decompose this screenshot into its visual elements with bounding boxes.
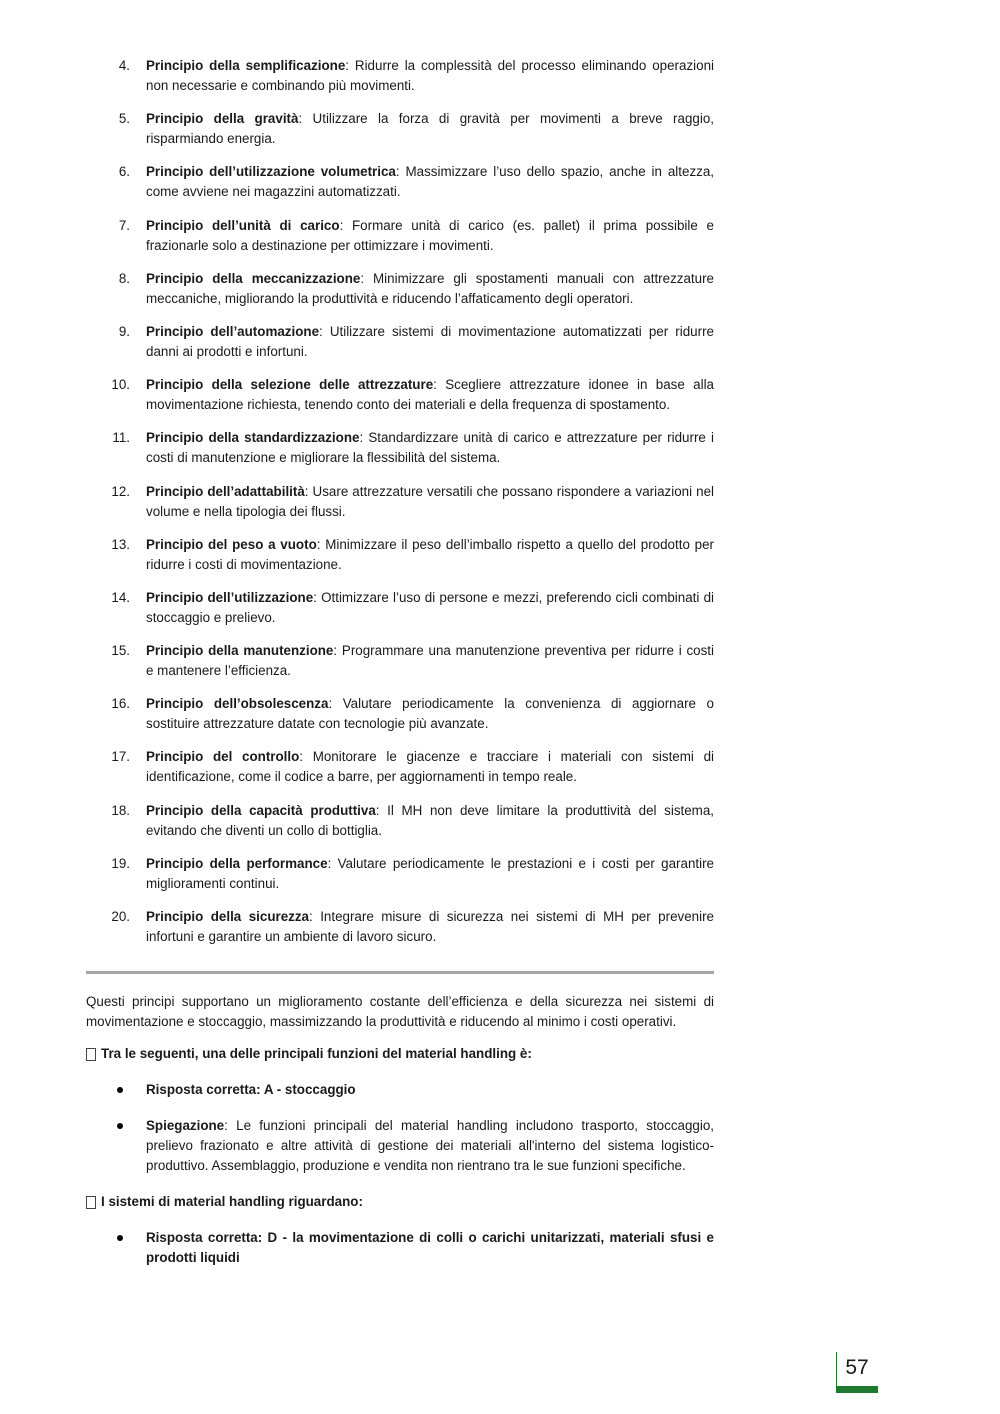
missing-glyph-icon (86, 1048, 96, 1061)
list-item (86, 1228, 714, 1268)
item-title: Principio dell’adattabilità (146, 483, 305, 499)
item-number: 11. (112, 430, 130, 446)
item-title: Principio dell’unità di carico (146, 217, 340, 233)
item-title: Principio dell’obsolescenza (146, 696, 329, 712)
list-item (86, 428, 714, 468)
item-text: : Utilizzare sistemi di movimentazione automatizzati per ridurre danni ai prodotti e infortuni. (146, 323, 714, 359)
answer-label: Spiegazione (146, 1118, 225, 1133)
item-number: 8. (118, 270, 130, 286)
item-number: 13. (111, 536, 130, 552)
section-divider (86, 971, 714, 974)
item-text: : Scegliere attrezzature idonee in base alla movimentazione richiesta, tenendo conto dei materiali e della frequenza di spostamento. (146, 377, 714, 413)
item-text: : Minimizzare gli spostamenti manuali con attrezzature meccaniche, migliorando la produttività e riducendo l’affaticamento degli operatori. (146, 270, 714, 306)
list-item (86, 694, 714, 734)
answer-list (86, 1228, 714, 1268)
answer-label: Risposta corretta: D - la movimentazione di colli o carichi unitarizzati, materiali sfusi e prodotti liquidi (146, 1230, 714, 1265)
list-item (86, 641, 714, 681)
item-text: : Valutare periodicamente le prestazioni e i costi per garantire miglioramenti continui. (146, 855, 714, 891)
list-item (86, 162, 714, 202)
item-title: Principio della semplificazione (146, 58, 346, 73)
item-title: Principio della selezione delle attrezzature (146, 377, 434, 393)
item-text: : Standardizzare unità di carico e attrezzature per ridurre i costi di manutenzione e migliorare la flessibilità del sistema. (146, 430, 715, 466)
item-title: Principio della meccanizzazione (146, 270, 361, 286)
list-item (86, 216, 714, 256)
summary-paragraph: Questi principi supportano un miglioramento costante dell’efficienza e della sicurezza nei sistemi di movimentazione e stoccaggio, massimizzando la produttività e riducendo al minimo i costi operativi. (86, 994, 714, 1029)
item-number: 5. (118, 111, 130, 127)
item-title: Principio della capacità produttiva (146, 802, 376, 818)
list-item (86, 907, 714, 947)
item-text: : Integrare misure di sicurezza nei sistemi di MH per prevenire infortuni e garantire un ambiente di lavoro sicuro. (146, 909, 714, 944)
list-item (86, 109, 714, 149)
list-item (86, 535, 714, 575)
list-item (86, 482, 714, 522)
item-number: 14. (111, 589, 130, 605)
item-text: : Minimizzare il peso dell’imballo rispetto a quello del prodotto per ridurre i costi di movimentazione. (146, 536, 714, 572)
item-number: 7. (118, 217, 130, 233)
list-item (86, 322, 714, 362)
answer-list (86, 1080, 714, 1176)
item-title: Principio dell’utilizzazione volumetrica (146, 164, 396, 180)
item-number: 15. (111, 643, 130, 659)
principles-list (86, 56, 714, 947)
item-title: Principio della manutenzione (146, 643, 334, 659)
list-item (86, 1116, 714, 1176)
list-item (86, 269, 714, 309)
item-text: : Massimizzare l’uso dello spazio, anche in altezza, come avviene nei magazzini automatizzati. (146, 164, 714, 200)
bullet-icon (86, 1228, 146, 1268)
page-number: 57 (845, 1356, 869, 1379)
item-title: Principio del controllo (146, 749, 300, 765)
list-item (86, 1080, 714, 1100)
missing-glyph-icon (86, 1196, 96, 1209)
item-text: : Ridurre la complessità del processo eliminando operazioni non necessarie e combinando più movimenti. (146, 58, 714, 93)
item-number: 4. (118, 58, 130, 73)
list-item (86, 375, 714, 415)
item-number: 6. (118, 164, 130, 180)
bullet-icon (86, 1116, 146, 1176)
item-number: 12. (111, 483, 130, 499)
item-text: : Programmare una manutenzione preventiva per ridurre i costi e mantenere l’efficienza. (146, 643, 715, 679)
item-text: : Ottimizzare l’uso di persone e mezzi, preferendo cicli combinati di stoccaggio e prelievo. (146, 589, 714, 625)
item-title: Principio dell’utilizzazione (146, 589, 314, 605)
list-item (86, 747, 714, 787)
item-title: Principio del peso a vuoto (146, 536, 317, 552)
item-title: Principio dell’automazione (146, 323, 320, 339)
answer-text: : Le funzioni principali del material handling includono trasporto, stoccaggio, prelievo frazionato e altre attività di gestione dei materiali all'interno del sistema logistico-produttivo. Assemblaggio, produzione e vendita non rientrano tra le sue funzioni specifiche. (146, 1118, 714, 1173)
item-title: Principio della standardizzazione (146, 430, 360, 446)
item-number: 20. (111, 909, 130, 924)
item-number: 18. (111, 802, 130, 818)
list-item (86, 56, 714, 96)
item-text: : Monitorare le giacenze e tracciare i materiali con sistemi di identificazione, come il codice a barre, per aggiornamenti in tempo reale. (146, 749, 714, 785)
page-content (86, 56, 714, 1284)
bullet-icon (86, 1080, 146, 1100)
question-heading (86, 1044, 714, 1064)
item-number: 10. (111, 377, 130, 393)
item-text: : Formare unità di carico (es. pallet) il prima possibile e frazionarle solo a destinazione per ottimizzare i movimenti. (146, 217, 714, 253)
question-text: I sistemi di material handling riguardano: (101, 1194, 363, 1209)
list-item (86, 588, 714, 628)
question-heading (86, 1192, 714, 1212)
item-text: : Il MH non deve limitare la produttività del sistema, evitando che diventi un collo di bottiglia. (146, 802, 714, 838)
item-text: : Usare attrezzature versatili che possano rispondere a variazioni nel volume e nella tipologia dei flussi. (146, 483, 714, 519)
item-title: Principio della sicurezza (146, 909, 310, 924)
question-text: Tra le seguenti, una delle principali funzioni del material handling è: (101, 1046, 532, 1061)
item-title: Principio della performance (146, 855, 328, 871)
item-number: 16. (111, 696, 130, 712)
item-text: : Utilizzare la forza di gravità per movimenti a breve raggio, risparmiando energia. (146, 111, 714, 147)
page-number-bar (836, 1386, 878, 1393)
answer-label: Risposta corretta: A - stoccaggio (146, 1082, 356, 1097)
item-number: 19. (111, 855, 130, 871)
item-title: Principio della gravità (146, 111, 299, 127)
item-text: : Valutare periodicamente la convenienza di aggiornare o sostituire attrezzature datate con tecnologie più avanzate. (146, 696, 714, 732)
item-number: 9. (118, 323, 130, 339)
list-item (86, 854, 714, 894)
list-item (86, 801, 714, 841)
item-number: 17. (111, 749, 130, 765)
